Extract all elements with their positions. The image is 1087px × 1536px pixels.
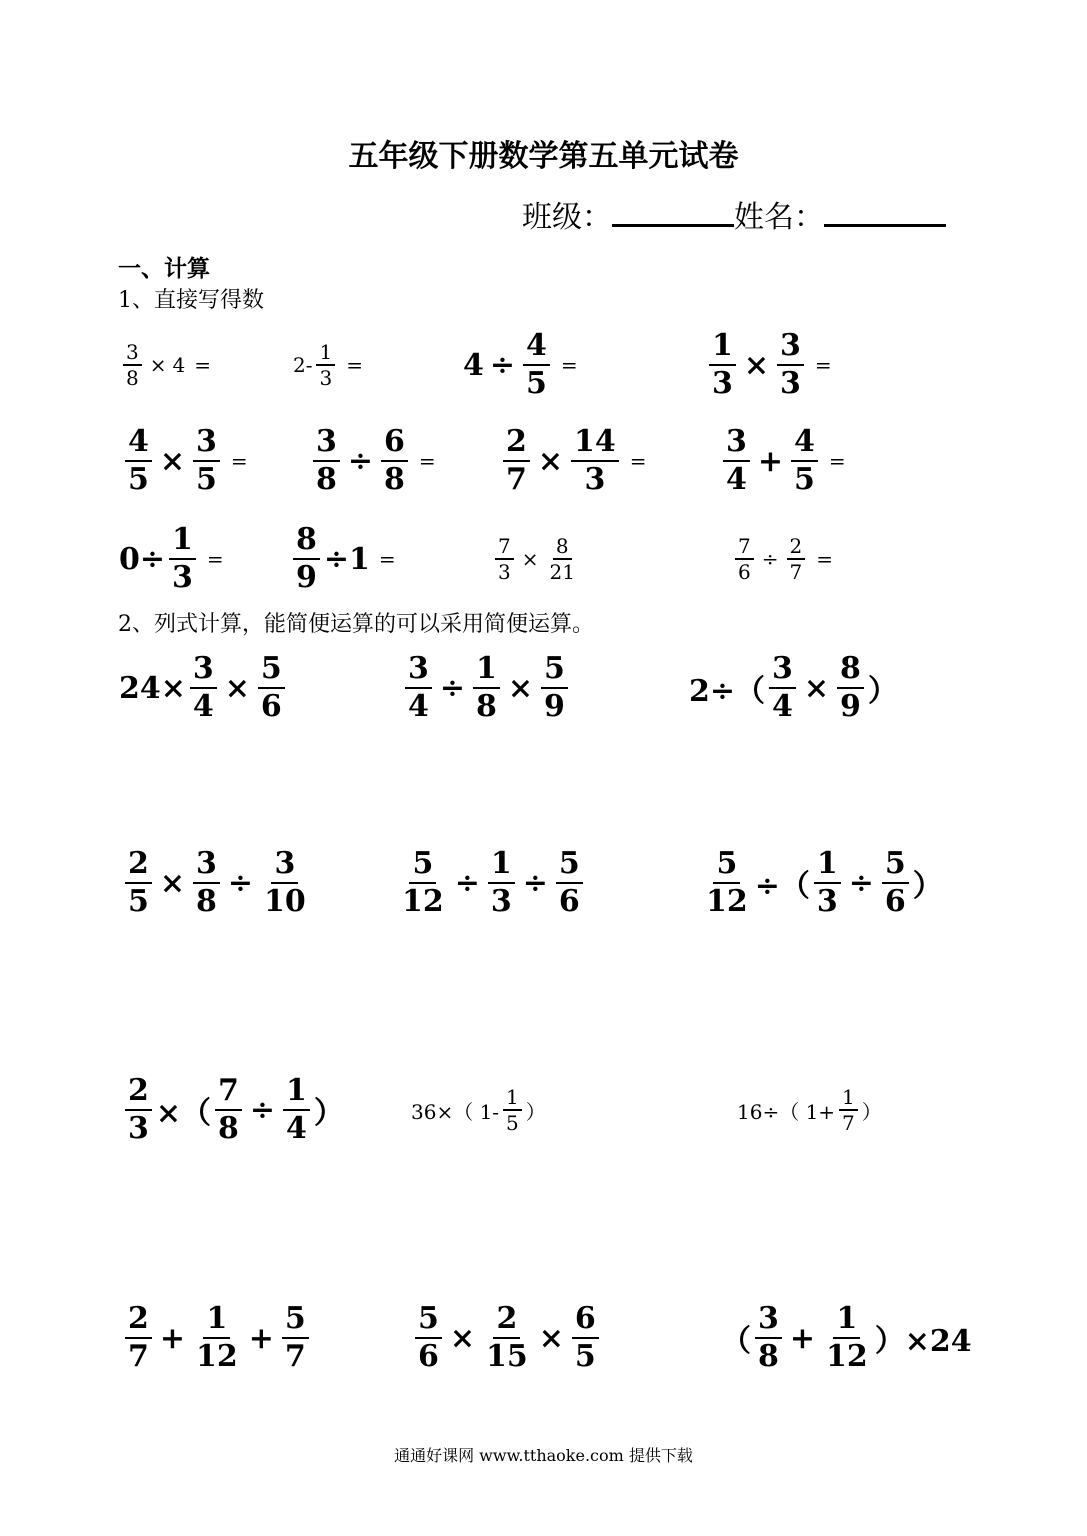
- denominator: 8: [476, 689, 497, 724]
- expression-text: ）: [867, 674, 898, 709]
- fraction: [572, 1302, 599, 1373]
- denominator: 4: [192, 689, 214, 724]
- fraction: [293, 523, 320, 594]
- equals-sign: =: [194, 353, 211, 377]
- denominator: 3: [584, 462, 606, 497]
- numerator: 1: [833, 1302, 860, 1339]
- numerator: 1: [316, 341, 335, 366]
- fraction: [399, 847, 447, 918]
- numerator: 1: [839, 1086, 858, 1111]
- expression-text: 2÷（: [689, 674, 766, 709]
- expression-q2-c4: [122, 843, 312, 923]
- denominator: 5: [794, 462, 815, 497]
- expression-q2-c2: [402, 648, 571, 728]
- denominator: 5: [526, 366, 547, 401]
- operator: ×: [538, 1320, 564, 1356]
- denominator: 6: [260, 689, 282, 724]
- fraction: [283, 1074, 310, 1145]
- fraction: [823, 1302, 871, 1373]
- expression-text: ×（: [155, 1096, 212, 1131]
- denominator: 8: [316, 462, 337, 497]
- denominator: 7: [842, 1111, 855, 1135]
- numerator: 7: [495, 535, 514, 560]
- numerator: 1: [488, 847, 515, 884]
- expression-text: ）: [861, 1099, 882, 1124]
- denominator: 4: [772, 689, 793, 724]
- operator: ÷: [522, 865, 548, 901]
- fraction: [125, 847, 152, 918]
- equals-sign: =: [378, 547, 396, 571]
- expression-q2-c10: [122, 1298, 312, 1378]
- numerator: 5: [415, 1302, 442, 1339]
- equals-sign: =: [816, 547, 833, 571]
- denominator: 3: [780, 366, 801, 401]
- numerator: 1: [169, 523, 196, 560]
- denominator: 6: [418, 1339, 439, 1374]
- numerator: 2: [125, 847, 152, 884]
- expression-q2-c5: [396, 843, 586, 923]
- denominator: 9: [296, 560, 317, 595]
- numerator: 1: [203, 1302, 230, 1339]
- denominator: 5: [574, 1339, 596, 1374]
- fraction: [882, 847, 909, 918]
- expression-q1-r2c1: [122, 421, 248, 501]
- fraction: [495, 535, 514, 584]
- denominator: 3: [172, 560, 193, 595]
- equals-sign: =: [230, 449, 248, 473]
- numerator: 5: [409, 847, 436, 884]
- denominator: 3: [498, 560, 511, 584]
- fraction: [523, 329, 550, 400]
- numerator: 2: [125, 1074, 152, 1111]
- numerator: 5: [556, 847, 583, 884]
- fraction: [193, 1302, 241, 1373]
- numerator: 3: [190, 652, 217, 689]
- operator: +: [159, 1320, 186, 1356]
- denominator: 12: [706, 884, 748, 919]
- fraction: [193, 425, 220, 496]
- expression-q1-r1c3: [462, 325, 578, 405]
- denominator: 15: [486, 1339, 528, 1374]
- numerator: 2: [125, 1302, 152, 1339]
- equals-sign: =: [629, 449, 647, 473]
- fraction: [190, 652, 217, 723]
- expression-text: ）: [525, 1099, 546, 1124]
- denominator: 9: [544, 689, 565, 724]
- expression-text: 4: [463, 347, 484, 383]
- question-1-label: 1、直接写得数: [118, 288, 264, 313]
- expression-q2-c1: [118, 648, 288, 728]
- denominator: 4: [726, 462, 747, 497]
- expression-q2-c3: [688, 648, 899, 728]
- fraction: [125, 1074, 152, 1145]
- numerator: 5: [882, 847, 909, 884]
- fraction: [541, 652, 568, 723]
- denominator: 3: [490, 884, 512, 919]
- denominator: 9: [840, 689, 861, 724]
- fraction: [123, 341, 142, 390]
- fraction: [703, 847, 751, 918]
- numerator: 5: [541, 652, 568, 689]
- fraction: [755, 1302, 782, 1373]
- fraction: [787, 535, 806, 584]
- denominator: 7: [789, 560, 803, 584]
- numerator: 3: [271, 847, 298, 884]
- fraction: [169, 523, 196, 594]
- fraction: [837, 652, 864, 723]
- expression-q1-r1c2: [292, 325, 363, 405]
- operator: ×: [159, 443, 186, 479]
- numerator: 4: [125, 425, 152, 462]
- class-label: 班级：: [522, 200, 612, 235]
- equals-sign: =: [560, 353, 578, 377]
- equals-sign: =: [828, 449, 846, 473]
- denominator: 8: [218, 1111, 239, 1146]
- denominator: 7: [506, 462, 527, 497]
- question-2-label: 2、列式计算，能简便运算的可以采用简便运算。: [118, 612, 594, 637]
- fraction: [769, 652, 796, 723]
- section-heading: 一、计算: [118, 255, 210, 282]
- numerator: 1: [283, 1074, 310, 1111]
- expression-text: ）: [313, 1096, 344, 1131]
- numerator: 3: [123, 341, 142, 366]
- fraction: [381, 425, 408, 496]
- fraction: [571, 425, 619, 496]
- expression-q1-r3c4: [732, 519, 833, 599]
- fraction: [735, 535, 754, 584]
- operator: +: [248, 1320, 274, 1356]
- denominator: 8: [196, 884, 217, 919]
- expression-q1-r3c1: [118, 519, 224, 599]
- numerator: 1: [709, 329, 736, 366]
- numerator: 8: [293, 523, 320, 560]
- fraction: [503, 1086, 522, 1135]
- numerator: 4: [791, 425, 818, 462]
- fraction: [556, 847, 583, 918]
- expression-q1-r1c4: [706, 325, 832, 405]
- fraction: [723, 425, 750, 496]
- denominator: 3: [712, 366, 733, 401]
- numerator: 3: [405, 652, 432, 689]
- operator: ÷: [439, 670, 466, 706]
- operator: ÷: [227, 865, 254, 901]
- fraction: [839, 1086, 858, 1135]
- numerator: 3: [723, 425, 750, 462]
- expression-text: （: [721, 1324, 751, 1359]
- operator: ×: [149, 353, 167, 377]
- numerator: 5: [258, 652, 285, 689]
- operator: ×: [743, 347, 770, 383]
- numerator: 1: [814, 847, 841, 884]
- denominator: 12: [196, 1339, 238, 1374]
- numerator: 2: [787, 535, 806, 560]
- expression-q1-r3c2: [290, 519, 396, 599]
- operator: +: [757, 443, 784, 479]
- fraction: [405, 652, 432, 723]
- expression-text: ÷1: [323, 541, 370, 577]
- class-blank[interactable]: [612, 196, 734, 227]
- fraction: [261, 847, 309, 918]
- name-label: 姓名：: [734, 200, 824, 235]
- operator: ÷: [848, 865, 874, 901]
- expression-text: ÷（: [754, 869, 810, 904]
- denominator: 4: [408, 689, 429, 724]
- fraction: [709, 329, 736, 400]
- denominator: 12: [826, 1339, 868, 1374]
- numerator: 8: [553, 535, 572, 560]
- numerator: 3: [193, 847, 220, 884]
- expression-text: ）: [912, 869, 943, 904]
- fraction: [282, 1302, 309, 1373]
- expression-text: 0÷: [119, 541, 166, 577]
- equals-sign: =: [206, 547, 224, 571]
- fraction: [415, 1302, 442, 1373]
- fraction: [473, 652, 500, 723]
- equals-sign: =: [418, 449, 436, 473]
- fraction: [258, 652, 285, 723]
- numerator: 14: [571, 425, 619, 462]
- operator: ×: [224, 670, 250, 706]
- operator: ×: [537, 443, 564, 479]
- class-name-line: [522, 196, 946, 238]
- numerator: 2: [503, 425, 530, 462]
- fraction: [777, 329, 804, 400]
- numerator: 3: [755, 1302, 782, 1339]
- expression-text: 16÷（ 1+: [737, 1099, 836, 1124]
- expression-q1-r2c3: [500, 421, 647, 501]
- equals-sign: =: [814, 353, 832, 377]
- fraction: [215, 1074, 242, 1145]
- operator: ÷: [489, 347, 516, 383]
- denominator: 6: [884, 884, 906, 919]
- equals-sign: =: [346, 353, 363, 377]
- operator: ÷: [761, 547, 779, 571]
- fraction: [488, 847, 515, 918]
- footer-text: 通通好课网 www.tthaoke.com 提供下载: [394, 1446, 693, 1465]
- denominator: 8: [384, 462, 405, 497]
- numerator: 6: [572, 1302, 599, 1339]
- denominator: 5: [128, 462, 149, 497]
- expression-q2-c7: [122, 1070, 345, 1150]
- expression-text: 36×（ 1-: [411, 1099, 500, 1124]
- name-blank[interactable]: [824, 196, 946, 227]
- operator: ÷: [249, 1092, 276, 1128]
- page-title: 五年级下册数学第五单元试卷: [348, 139, 739, 174]
- numerator: 3: [313, 425, 340, 462]
- expression-text: 2-: [293, 353, 313, 377]
- numerator: 3: [777, 329, 804, 366]
- denominator: 10: [264, 884, 306, 919]
- fraction: [313, 425, 340, 496]
- expression-q1-r2c2: [310, 421, 436, 501]
- denominator: 8: [126, 366, 139, 390]
- denominator: 7: [284, 1339, 306, 1374]
- numerator: 5: [713, 847, 740, 884]
- numerator: 6: [381, 425, 408, 462]
- expression-text: 4: [172, 353, 186, 377]
- denominator: 6: [558, 884, 580, 919]
- numerator: 2: [493, 1302, 520, 1339]
- denominator: 3: [128, 1111, 149, 1146]
- operator: ÷: [347, 443, 374, 479]
- expression-q2-c9: [736, 1070, 883, 1150]
- denominator: 3: [816, 884, 838, 919]
- fraction: [193, 847, 220, 918]
- denominator: 21: [549, 560, 575, 584]
- fraction: [503, 425, 530, 496]
- denominator: 7: [128, 1339, 149, 1374]
- denominator: 4: [286, 1111, 307, 1146]
- fraction: [814, 847, 841, 918]
- fraction: [483, 1302, 531, 1373]
- expression-q2-c11: [412, 1298, 602, 1378]
- numerator: 8: [837, 652, 864, 689]
- operator: ×: [521, 547, 539, 571]
- fraction: [125, 1302, 152, 1373]
- operator: ÷: [454, 865, 480, 901]
- numerator: 7: [735, 535, 754, 560]
- numerator: 5: [282, 1302, 309, 1339]
- numerator: 1: [473, 652, 500, 689]
- expression-q2-c12: [720, 1298, 973, 1378]
- expression-text: ）×24: [874, 1324, 972, 1359]
- expression-q2-c6: [700, 843, 944, 923]
- denominator: 5: [506, 1111, 519, 1135]
- fraction: [791, 425, 818, 496]
- operator: ×: [159, 865, 186, 901]
- denominator: 12: [402, 884, 444, 919]
- numerator: 4: [523, 329, 550, 366]
- operator: +: [789, 1320, 816, 1356]
- expression-q2-c8: [410, 1070, 547, 1150]
- denominator: 5: [196, 462, 217, 497]
- operator: ×: [449, 1320, 476, 1356]
- denominator: 3: [319, 366, 333, 390]
- fraction: [316, 341, 335, 390]
- operator: ×: [803, 670, 830, 706]
- expression-q1-r2c4: [720, 421, 846, 501]
- fraction: [547, 535, 578, 584]
- numerator: 7: [215, 1074, 242, 1111]
- numerator: 3: [769, 652, 796, 689]
- expression-q1-r1c1: [120, 325, 211, 405]
- numerator: 1: [503, 1086, 522, 1111]
- expression-text: 24×: [119, 670, 186, 706]
- numerator: 3: [193, 425, 220, 462]
- fraction: [125, 425, 152, 496]
- denominator: 8: [758, 1339, 779, 1374]
- denominator: 6: [738, 560, 751, 584]
- operator: ×: [507, 670, 534, 706]
- expression-q1-r3c3: [492, 519, 581, 599]
- denominator: 5: [128, 884, 149, 919]
